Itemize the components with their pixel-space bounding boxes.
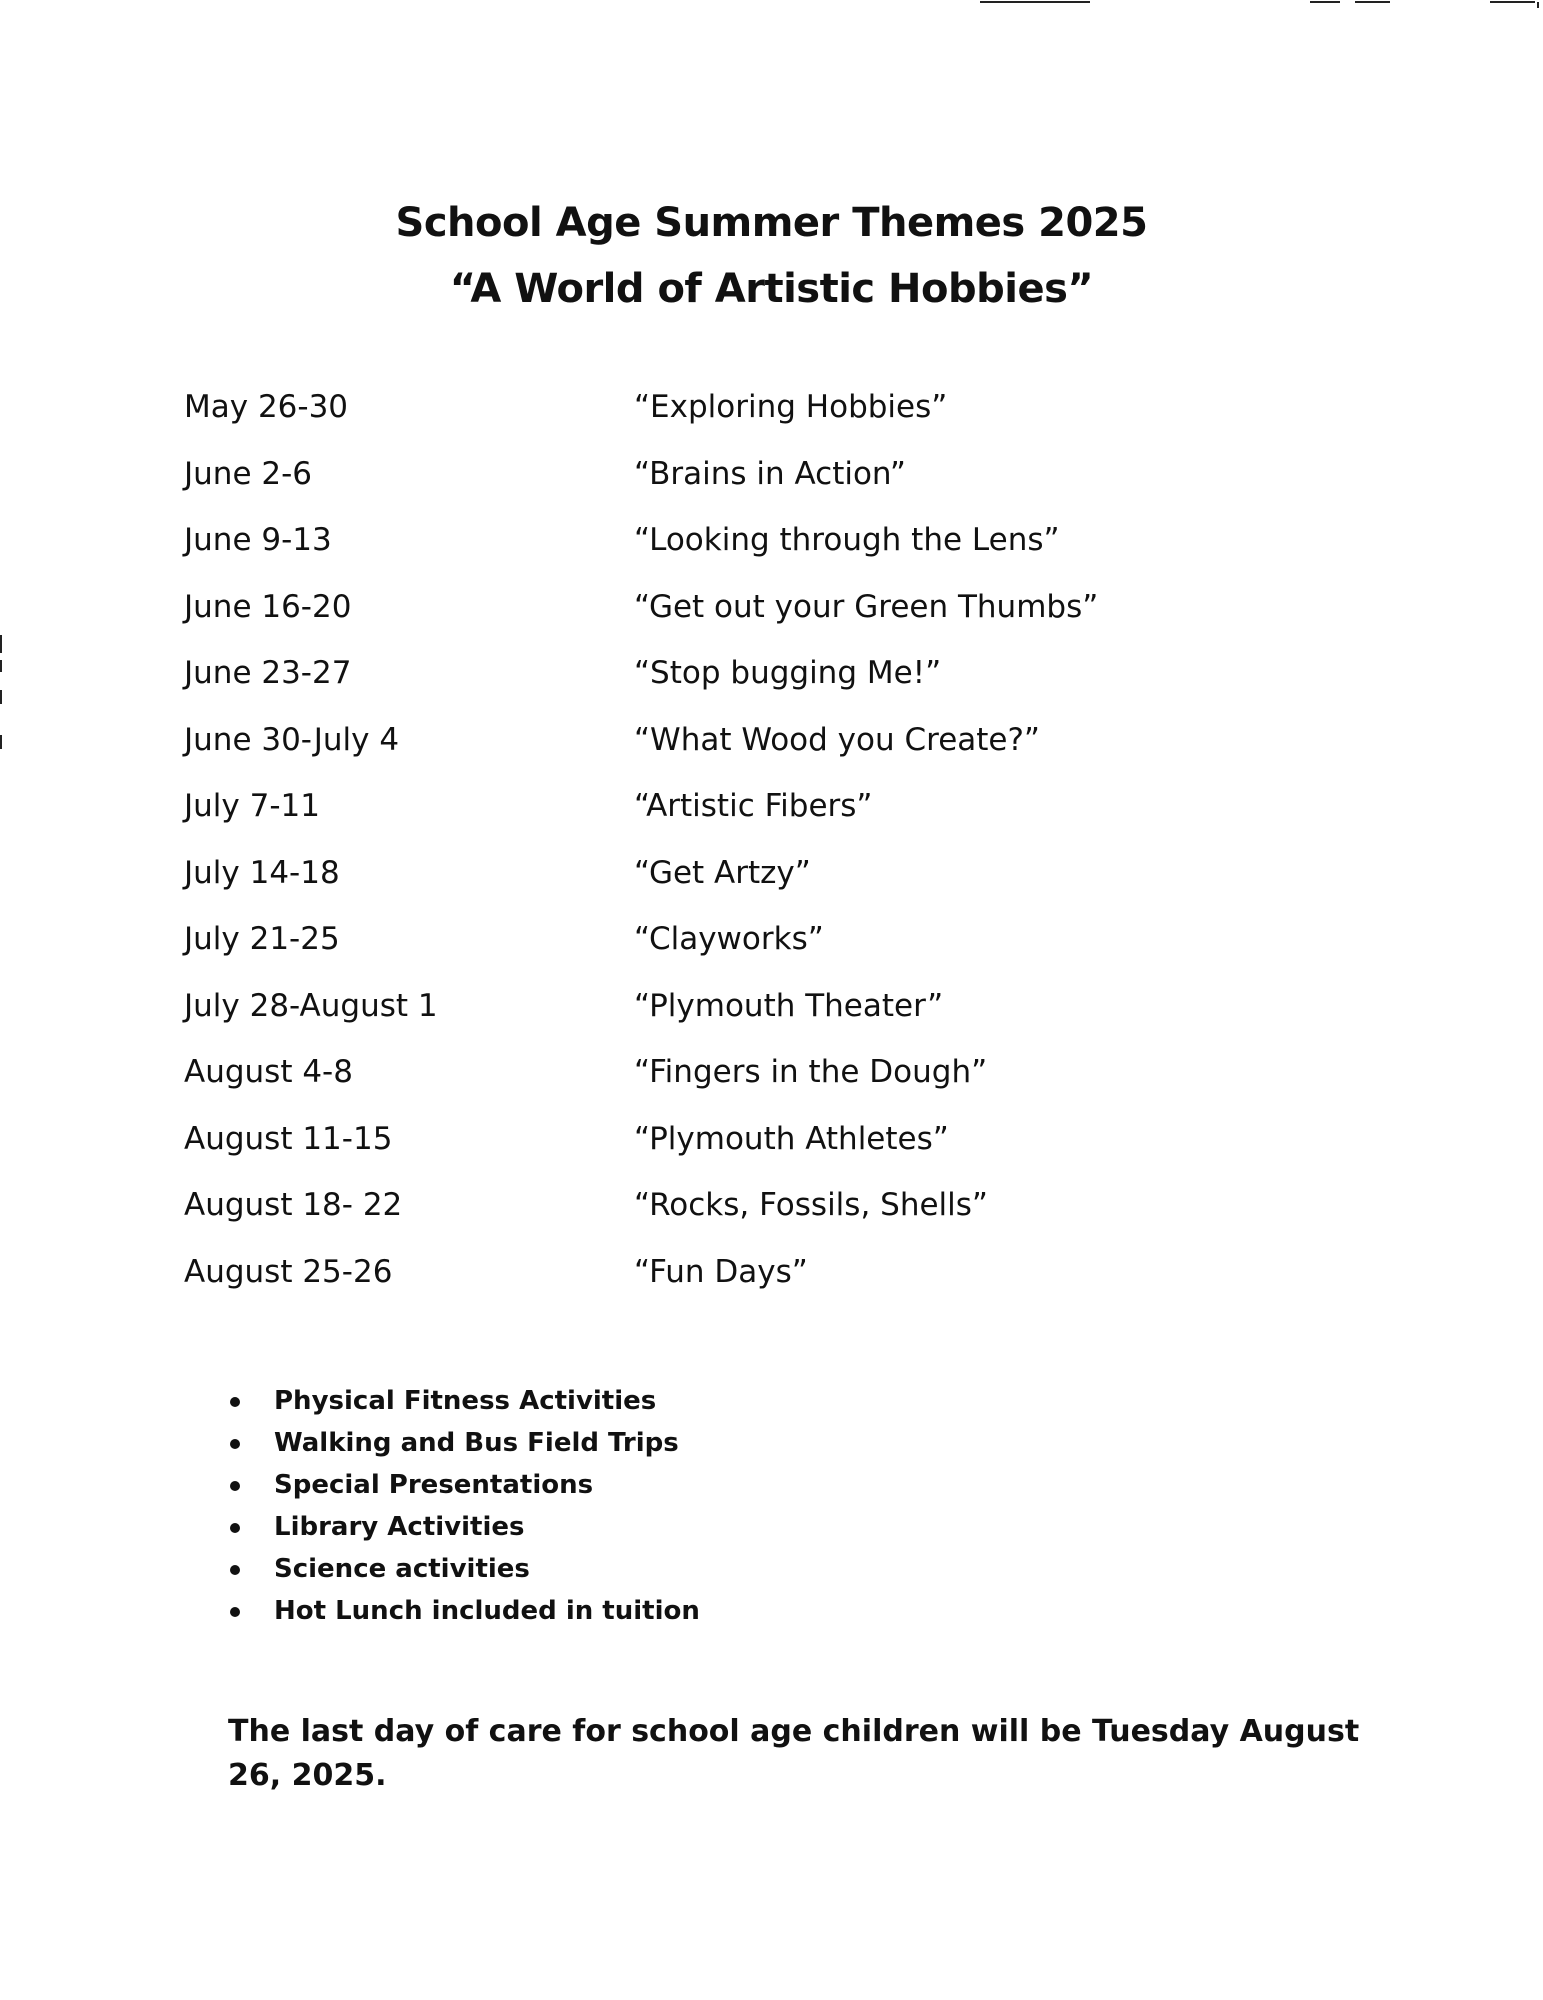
week-dates: June 9-13 xyxy=(184,522,332,558)
week-theme: “Plymouth Athletes” xyxy=(634,1120,949,1157)
week-theme: “Artistic Fibers” xyxy=(634,788,873,824)
scan-artifact xyxy=(0,735,2,749)
title-line-1: School Age Summer Themes 2025 xyxy=(395,200,1148,246)
week-dates: June 2-6 xyxy=(184,455,312,492)
week-dates: August 18- 22 xyxy=(184,1187,403,1223)
schedule-row xyxy=(184,917,1384,984)
feature-list xyxy=(228,1380,700,1632)
week-theme: “What Wood you Create?” xyxy=(634,721,1040,758)
schedule-row xyxy=(184,1250,1384,1317)
week-theme: “Brains in Action” xyxy=(634,455,906,492)
week-dates: July 7-11 xyxy=(184,788,320,824)
feature-label: Science activities xyxy=(274,1554,530,1584)
schedule-row xyxy=(184,385,1384,452)
scan-artifact xyxy=(1537,2,1539,8)
schedule-row xyxy=(184,1050,1384,1117)
scan-artifact xyxy=(980,1,1090,3)
feature-label: Library Activities xyxy=(274,1512,525,1542)
last-day-note: The last day of care for school age children will be Tuesday August 26, 2025. xyxy=(228,1714,1360,1793)
bullet-icon xyxy=(230,1481,240,1491)
week-dates: June 23-27 xyxy=(184,655,352,691)
scan-artifact xyxy=(1490,1,1535,3)
schedule-row xyxy=(184,585,1384,652)
week-theme: “Get out your Green Thumbs” xyxy=(634,588,1099,625)
week-theme: “Fingers in the Dough” xyxy=(634,1054,988,1090)
schedule-row xyxy=(184,784,1384,851)
list-item xyxy=(228,1380,700,1422)
week-theme: “Fun Days” xyxy=(634,1253,808,1290)
list-item xyxy=(228,1548,700,1590)
scan-artifact xyxy=(0,690,2,704)
scan-artifact xyxy=(0,660,2,672)
feature-label: Hot Lunch included in tuition xyxy=(274,1596,700,1626)
week-dates: June 16-20 xyxy=(184,588,352,625)
schedule-row xyxy=(184,1183,1384,1250)
page-title xyxy=(0,190,1543,322)
schedule-row xyxy=(184,851,1384,918)
schedule-row xyxy=(184,452,1384,519)
week-dates: July 28-August 1 xyxy=(184,987,438,1024)
week-dates: August 25-26 xyxy=(184,1253,393,1290)
week-dates: August 11-15 xyxy=(184,1120,393,1157)
feature-label: Special Presentations xyxy=(274,1470,594,1500)
scan-artifact xyxy=(1310,1,1340,3)
week-theme: “Stop bugging Me!” xyxy=(634,655,942,691)
week-theme: “Rocks, Fossils, Shells” xyxy=(634,1187,988,1223)
week-dates: July 14-18 xyxy=(184,854,340,891)
week-dates: July 21-25 xyxy=(184,921,340,957)
bullet-icon xyxy=(230,1565,240,1575)
list-item xyxy=(228,1506,700,1548)
week-theme: “Plymouth Theater” xyxy=(634,987,944,1024)
feature-label: Physical Fitness Activities xyxy=(274,1386,657,1416)
schedule-row xyxy=(184,518,1384,585)
schedule-row xyxy=(184,984,1384,1051)
week-dates: June 30-July 4 xyxy=(184,721,400,758)
list-item xyxy=(228,1422,700,1464)
bullet-icon xyxy=(230,1523,240,1533)
week-theme: “Clayworks” xyxy=(634,921,824,957)
list-item xyxy=(228,1464,700,1506)
bullet-icon xyxy=(230,1607,240,1617)
week-theme: “Exploring Hobbies” xyxy=(634,389,948,425)
feature-label: Walking and Bus Field Trips xyxy=(274,1428,679,1458)
scan-artifact xyxy=(1355,1,1390,3)
week-theme: “Looking through the Lens” xyxy=(634,522,1060,558)
schedule-row xyxy=(184,1117,1384,1184)
week-theme: “Get Artzy” xyxy=(634,854,811,891)
bullet-icon xyxy=(230,1439,240,1449)
week-dates: May 26-30 xyxy=(184,389,349,425)
scan-artifact xyxy=(0,635,2,653)
bullet-icon xyxy=(230,1397,240,1407)
schedule-row xyxy=(184,718,1384,785)
list-item xyxy=(228,1590,700,1632)
theme-schedule xyxy=(184,385,1384,1316)
week-dates: August 4-8 xyxy=(184,1054,353,1090)
schedule-row xyxy=(184,651,1384,718)
title-line-2: “A World of Artistic Hobbies” xyxy=(449,266,1094,312)
